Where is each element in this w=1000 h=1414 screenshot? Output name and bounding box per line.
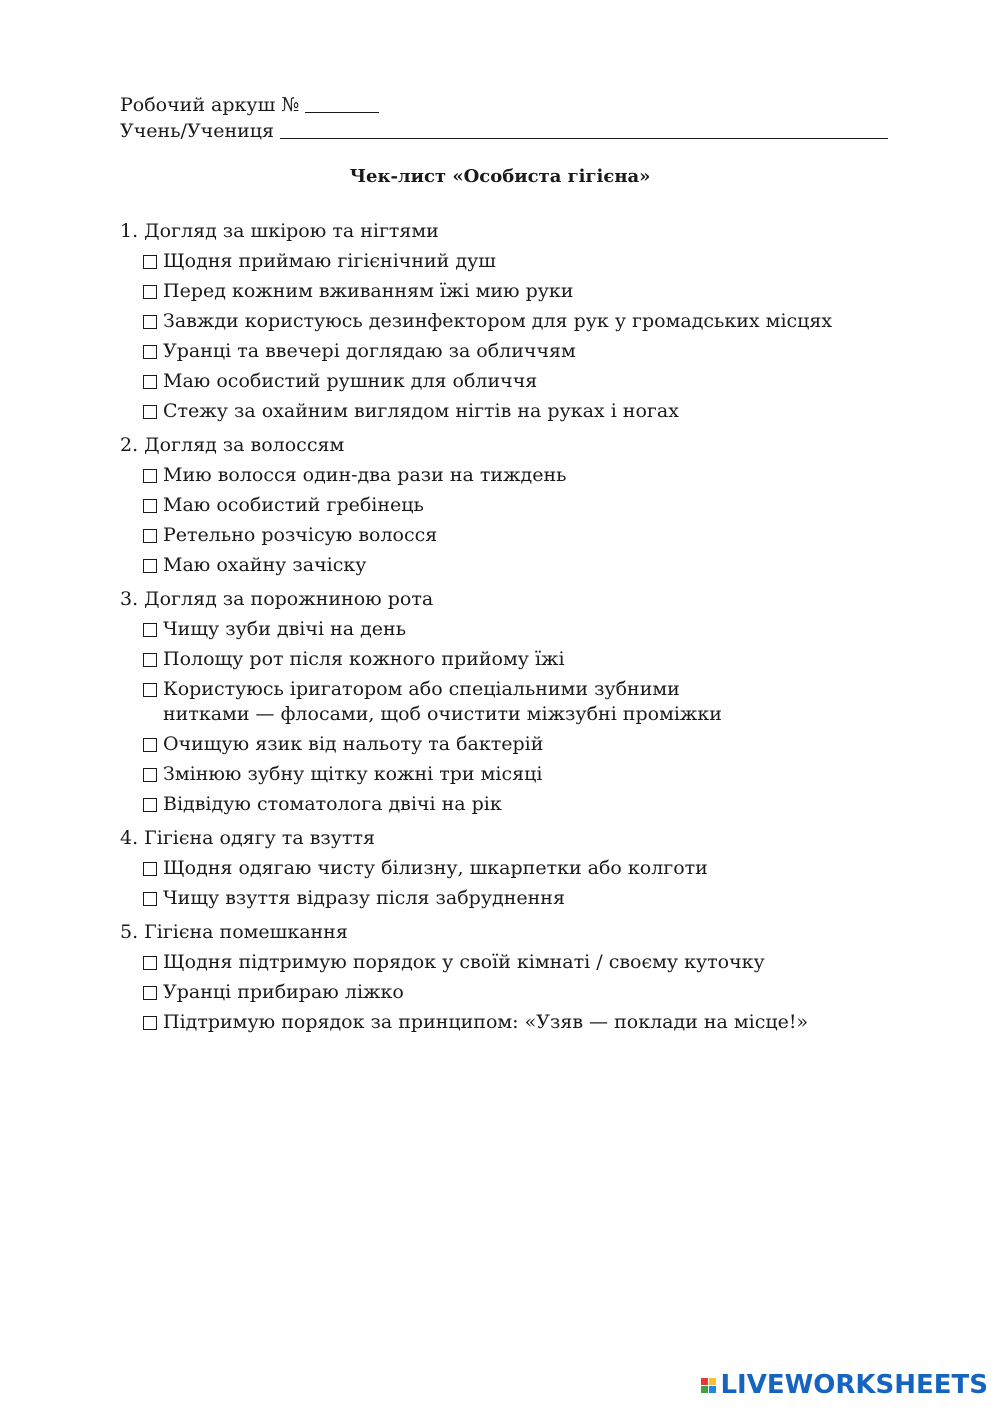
checklist-item-label: Щодня одягаю чисту білизну, шкарпетки або колготи (163, 857, 708, 879)
checklist-item-label: Уранці прибираю ліжко (163, 981, 404, 1003)
checklist-item (143, 980, 920, 1005)
checklist-item-label: Користуюсь іригатором або спеціальними зубними нитками — флосами, щоб очистити міжзубні проміжки (163, 678, 722, 725)
worksheet-number-label: Робочий аркуш № (120, 94, 300, 116)
checkbox-icon[interactable] (143, 405, 157, 419)
section-title: 4. Гігієна одягу та взуття (120, 827, 375, 849)
student-name-label: Учень/Учениця (120, 120, 275, 142)
logo-square-red (701, 1378, 708, 1385)
worksheet-number-line (120, 92, 888, 118)
checklist-item-label: Маю особистий рушник для обличчя (163, 370, 538, 392)
worksheet-number-blank[interactable] (305, 94, 379, 113)
checklist-item-label: Стежу за охайним виглядом нігтів на руках і ногах (163, 400, 679, 422)
checkbox-icon[interactable] (143, 653, 157, 667)
checklist-item-label: Змінюю зубну щітку кожні три місяці (163, 763, 543, 785)
logo-text: LIVEWORKSHEETS (720, 1370, 988, 1400)
checkbox-icon[interactable] (143, 986, 157, 1000)
checklist-item (143, 553, 920, 578)
checklist-item-label: Очищую язик від нальоту та бактерій (163, 733, 544, 755)
checklist-item-label: Уранці та ввечері доглядаю за обличчям (163, 340, 576, 362)
checklist-item-label: Ретельно розчісую волосся (163, 524, 438, 546)
checklist-item (143, 856, 920, 881)
checklist-item (143, 463, 920, 488)
checkbox-icon[interactable] (143, 529, 157, 543)
checklist-item (143, 309, 920, 334)
checkbox-icon[interactable] (143, 738, 157, 752)
checkbox-icon[interactable] (143, 623, 157, 637)
student-name-line (120, 118, 888, 144)
checklist (120, 218, 920, 1043)
checklist-item-label: Щодня підтримую порядок у своїй кімнаті / своєму куточку (163, 951, 765, 973)
checklist-item (143, 617, 920, 642)
checklist-item-label: Підтримую порядок за принципом: «Узяв — поклади на місце!» (163, 1011, 809, 1033)
checklist-section-3 (120, 586, 920, 817)
checkbox-icon[interactable] (143, 956, 157, 970)
checklist-item (143, 762, 920, 787)
checklist-item (143, 732, 920, 757)
section-title: 3. Догляд за порожниною рота (120, 588, 434, 610)
checklist-item (143, 493, 920, 518)
checklist-item-label: Чищу зуби двічі на день (163, 618, 407, 640)
checklist-section-2 (120, 432, 920, 578)
checklist-item (143, 523, 920, 548)
checkbox-icon[interactable] (143, 862, 157, 876)
checkbox-icon[interactable] (143, 768, 157, 782)
checkbox-icon[interactable] (143, 1016, 157, 1030)
checklist-section-5 (120, 919, 920, 1035)
checkbox-icon[interactable] (143, 345, 157, 359)
worksheet-header (120, 92, 888, 144)
checklist-item-label: Щодня приймаю гігієнічний душ (163, 250, 496, 272)
checkbox-icon[interactable] (143, 315, 157, 329)
checklist-item (143, 677, 920, 727)
checklist-item (143, 1010, 920, 1035)
checklist-item (143, 279, 920, 304)
section-title: 2. Догляд за волоссям (120, 434, 345, 456)
checklist-item (143, 369, 920, 394)
liveworksheets-logo (701, 1370, 988, 1400)
checkbox-icon[interactable] (143, 255, 157, 269)
checklist-item (143, 647, 920, 672)
student-name-blank[interactable] (280, 120, 888, 139)
section-title: 5. Гігієна помешкання (120, 921, 348, 943)
checklist-item (143, 249, 920, 274)
checkbox-icon[interactable] (143, 375, 157, 389)
logo-square-yellow (709, 1378, 716, 1385)
checklist-item (143, 792, 920, 817)
checklist-item-label: Маю особистий гребінець (163, 494, 424, 516)
checkbox-icon[interactable] (143, 499, 157, 513)
checklist-item-label: Мию волосся один-два рази на тиждень (163, 464, 567, 486)
checklist-item-label: Маю охайну зачіску (163, 554, 367, 576)
section-title: 1. Догляд за шкірою та нігтями (120, 220, 439, 242)
page-title: Чек-лист «Особиста гігієна» (349, 166, 651, 187)
checklist-item (143, 399, 920, 424)
checklist-item-label: Відвідую стоматолога двічі на рік (163, 793, 502, 815)
logo-square-green (701, 1386, 708, 1393)
checklist-item (143, 339, 920, 364)
checklist-section-4 (120, 825, 920, 911)
checkbox-icon[interactable] (143, 798, 157, 812)
checklist-item-label: Перед кожним вживанням їжі мию руки (163, 280, 574, 302)
logo-mark-icon (701, 1378, 716, 1393)
checkbox-icon[interactable] (143, 892, 157, 906)
checklist-item-label: Полощу рот після кожного прийому їжі (163, 648, 565, 670)
checklist-item-label: Завжди користуюсь дезинфектором для рук у громадських місцях (163, 310, 833, 332)
checklist-item (143, 950, 920, 975)
checkbox-icon[interactable] (143, 683, 157, 697)
checklist-section-1 (120, 218, 920, 424)
checklist-item (143, 886, 920, 911)
logo-square-blue (709, 1386, 716, 1393)
checklist-item-label: Чищу взуття відразу після забруднення (163, 887, 565, 909)
checkbox-icon[interactable] (143, 285, 157, 299)
checkbox-icon[interactable] (143, 469, 157, 483)
checkbox-icon[interactable] (143, 559, 157, 573)
